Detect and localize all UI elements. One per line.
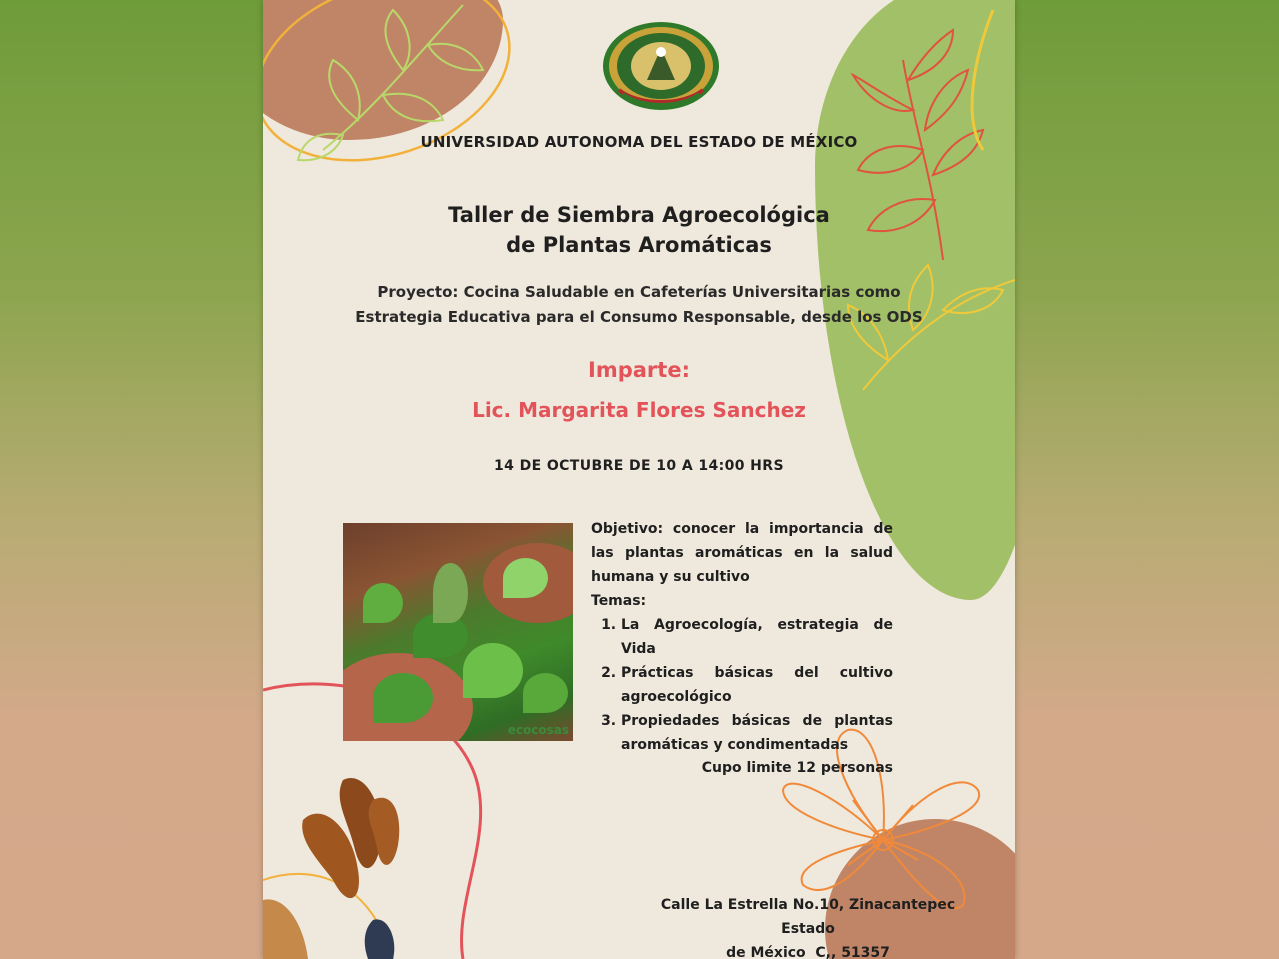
ring-outline (263, 0, 533, 191)
event-address (633, 893, 983, 959)
topic-item: 3. Propiedades básicas de plantas aromáticas y condimentadas (621, 709, 893, 757)
university-seal-logo (599, 20, 723, 112)
instructor-name: Lic. Margarita Flores Sanchez (472, 398, 806, 422)
objective-block (591, 517, 893, 757)
brown-leaves-illustration (263, 778, 399, 959)
university-name: UNIVERSIDAD AUTONOMA DEL ESTADO DE MÉXICO (420, 133, 858, 151)
capacity-note: Cupo limite 12 personas (701, 760, 893, 776)
event-title (263, 200, 1015, 260)
event-title-line-2: de Plantas Aromáticas (506, 233, 772, 257)
aromatic-plants-photo (343, 523, 573, 741)
event-poster (263, 0, 1015, 959)
topics-label: Temas: (591, 593, 647, 609)
address-line-2: de México C,, 51357 (726, 945, 890, 959)
project-line-1: Proyecto: Cocina Saludable en Cafeterías Universitarias como (377, 283, 901, 301)
topics-list (591, 613, 893, 757)
photo-watermark: ecocosas (507, 723, 569, 737)
topic-item: 2. Prácticas básicas del cultivo agroecológico (621, 661, 893, 709)
event-title-line-1: Taller de Siembra Agroecológica (448, 203, 830, 227)
topic-item: 1. La Agroecología, estrategia de Vida (621, 613, 893, 661)
project-description (263, 280, 1015, 330)
address-line-1: Calle La Estrella No.10, Zinacantepec Estado (660, 897, 956, 937)
imparte-label: Imparte: (588, 358, 690, 382)
objective-text: Objetivo: conocer la importancia de las plantas aromáticas en la salud humana y su cultivo (591, 521, 893, 585)
project-line-2: Estrategia Educativa para el Consumo Responsable, desde los ODS (355, 308, 923, 326)
event-date: 14 DE OCTUBRE DE 10 A 14:00 HRS (494, 458, 784, 474)
